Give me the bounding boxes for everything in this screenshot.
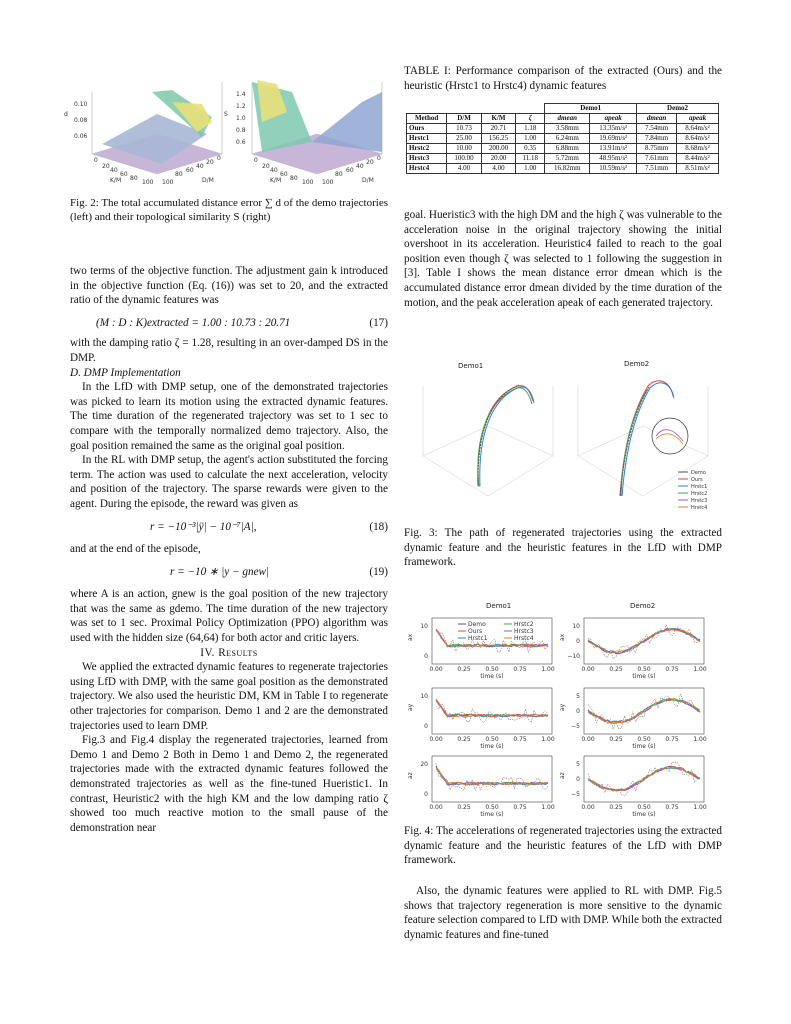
table-cell: 3.58mm [545,124,590,134]
legend-label: Hrstc3 [514,628,534,635]
fig2-right-ztick: 1.0 [236,115,246,122]
fig2-left-xtick: 60 [120,171,128,178]
fig4-xtick: 0.00 [429,666,443,673]
paragraph: Fig.3 and Fig.4 display the regenerated trajectories, learned from Demo 1 and Demo 2 Both in Demo 1 and Demo 2, the regenerated trajectories made with the extracted dynamic features followed the demonstrated trajectories as well as the fine-tuned Hueristic1. In contrast, Heuristic2 with the high KM and the low damping ratio ζ showed too much reactive motion to the small pause of the demonstration near [70,734,388,834]
fig4-xtick: 1.00 [541,804,555,811]
fig3-title-demo1: Demo1 [458,362,484,370]
legend-label: Demo [691,470,706,476]
fig4-xtick: 0.50 [485,736,499,743]
fig4-xlabel: time (s) [480,811,504,818]
fig3-demo1-paths [478,385,534,487]
table-header-cell: K/M [481,114,515,124]
fig2-left-ytick: 100 [162,179,174,186]
equation-number: (17) [369,316,388,329]
legend-label: Hrstc3 [691,498,708,504]
fig4-xtick: 0.25 [609,736,623,743]
table-row [407,154,719,164]
fig2-left-plot [64,82,222,186]
fig2-right-xtick: 60 [280,171,288,178]
fig4-ytick: 5 [576,693,580,700]
table-cell: 8.64m/s² [677,124,719,134]
performance-table [406,103,719,174]
fig4-xtick: 0.75 [513,736,527,743]
table-row [407,144,719,154]
fig4-xtick: 0.75 [665,666,679,673]
fig2-svg [62,62,392,190]
table-cell: 0.35 [516,144,545,154]
fig3-svg [408,356,722,522]
left-column [70,196,388,835]
table-header-row [407,114,719,124]
table-cell: 20.00 [481,154,515,164]
fig3-plots [408,356,722,522]
legend-label: Hrstc1 [468,635,488,642]
fig4-xtick: 1.00 [541,736,555,743]
table-header-cell: dmean [545,114,590,124]
table-cell: 6.24mm [545,134,590,144]
table-cell: 7.51mm [637,164,677,174]
fig4-xtick: 0.00 [581,804,595,811]
fig2-right-ytick: 20 [366,159,374,166]
table-cell: Hrstc1 [407,134,447,144]
equation-17 [70,316,388,331]
fig4-xtick: 0.50 [637,736,651,743]
fig2-caption: Fig. 2: The total accumulated distance error ∑ d of the demo trajectories (left) and their topological similarity S (right) [70,197,388,223]
table-cell: 5.72mm [545,154,590,164]
fig4-ytick: 20 [420,761,428,768]
fig2-left-xlabel: K/M [110,177,122,184]
paragraph: and at the end of the episode, [70,543,201,556]
table-cell: 19.69m/s² [590,134,637,144]
fig2-left-xtick: 40 [110,167,118,174]
fig2-left-origin: 0 [94,157,98,164]
fig2-right-origin: 0 [254,157,258,164]
fig4-xtick: 1.00 [693,666,707,673]
fig4-ytick: 5 [576,761,580,768]
fig4-xtick: 1.00 [541,666,555,673]
legend-label: Ours [468,628,483,635]
fig4-xlabel: time (s) [480,743,504,750]
legend-label: Demo [468,621,486,628]
equation-body: r = −10 ∗ |y − gnew| [170,565,270,578]
table-cell: 8.51m/s² [677,164,719,174]
paragraph: with the damping ratio ζ = 1.28, resulting in an over-damped DS in the DMP. [70,337,388,364]
fig2-right-xtick: 80 [290,175,298,182]
equation-18 [70,520,388,535]
fig4-xtick: 0.25 [457,666,471,673]
fig4-xtick: 0.75 [665,736,679,743]
fig4-xtick: 1.00 [693,736,707,743]
table-cell: 100.00 [447,154,481,164]
fig4-caption: Fig. 4: The accelerations of regenerated trajectories using the extracted dynamic feature and the heuristic features of the LfD with DMP framework. [404,825,722,867]
table-cell: Ours [407,124,447,134]
right-column-end [404,884,722,942]
table-cell: Hrstc2 [407,144,447,154]
fig4-xlabel: time (s) [480,673,504,680]
fig4-xtick: 0.25 [457,804,471,811]
group-demo2: Demo2 [637,104,719,114]
fig2-left-ztick: 0.08 [74,117,88,124]
fig4-xlabel: time (s) [632,743,656,750]
legend-label: Hrstc4 [514,635,534,642]
table-cell: 10.00 [447,144,481,154]
table-row [407,124,719,134]
fig2-right-ytick: 80 [335,171,343,178]
fig2-right-ylabel: D/M [362,177,374,184]
table-cell: 16.82mm [545,164,590,174]
table-cell: 156.25 [481,134,515,144]
fig4-xtick: 0.50 [485,666,499,673]
fig4-xtick: 0.00 [429,804,443,811]
table-cell: 13.91m/s² [590,144,637,154]
table-caption: TABLE I: Performance comparison of the extracted (Ours) and the heuristic (Hrstc1 to Hrstc4) dynamic features [404,65,722,92]
equation-body: r = −10⁻³|ÿ| − 10⁻⁷|A|, [150,520,257,533]
fig2-plots [62,62,392,190]
section-heading: IV. Results [200,646,258,659]
table-cell: 7.84mm [637,134,677,144]
table-cell: 1.00 [516,134,545,144]
paragraph: goal. Hueristic3 with the high DM and the high ζ was vulnerable to the acceleration noise in the original trajectory showing the initial overshoot in its acceleration. Heuristic4 failed to reach to the goal position even though ζ was selected to 1 following the suggestion in [3]. Table I shows the mean distance error dmean which is the accumulated distance error dmean divided by the time duration of the motion, and the peak acceleration apeak of each generated trajectory. [404,209,722,309]
fig4-ylabel: az [559,772,566,779]
fig2-right-ztick: 1.2 [236,103,246,110]
paragraph: Also, the dynamic features were applied to RL with DMP. Fig.5 shows that trajectory regeneration is more sensitive to the dynamic feature selection compared to LfD with DMP. While both the extracted dynamic features and fine-tuned [404,885,722,941]
fig2-left-ytick: 60 [186,167,194,174]
fig4-xlabel: time (s) [632,673,656,680]
table-cell: 6.88mm [545,144,590,154]
fig4-ylabel: ax [559,633,566,641]
fig4-plots [408,598,722,822]
table-cell: 8.68m/s² [677,144,719,154]
fig4-ytick: 10 [572,623,580,630]
fig2-right-xtick: 20 [262,163,270,170]
table-cell: 200.00 [481,144,515,154]
fig2-left-ytick: 0 [217,155,221,162]
table-cell: 8.75mm [637,144,677,154]
right-column [404,208,722,310]
fig3-legend [678,470,707,511]
fig4-xtick: 0.50 [485,804,499,811]
table-cell: Hrstc4 [407,164,447,174]
fig4-xtick: 0.25 [457,736,471,743]
fig4-xtick: 0.25 [609,666,623,673]
fig2-left-xtick: 20 [102,163,110,170]
fig2-left-ytick: 80 [175,171,183,178]
fig4-xtick: 0.75 [665,804,679,811]
legend-label: Hrstc2 [514,621,534,628]
table-cell: 8.44m/s² [677,154,719,164]
fig2-right-ytick: 100 [322,179,334,186]
fig4-xtick: 0.50 [637,804,651,811]
table-row [407,134,719,144]
legend-label: Hrstc2 [691,491,708,497]
table-cell: 25.00 [447,134,481,144]
fig4-svg [408,598,722,822]
fig2-left-ztick: 0.10 [74,101,88,108]
table-cell: 13.35m/s² [590,124,637,134]
fig4-panel [432,688,552,734]
fig4-xtick: 0.50 [637,666,651,673]
fig2-left-ztick: 0.06 [74,133,88,140]
table-cell: 48.95m/s² [590,154,637,164]
fig4-xtick: 0.25 [609,804,623,811]
table-cell: 7.61mm [637,154,677,164]
table-cell: 7.54mm [637,124,677,134]
paragraph: where A is an action, gnew is the goal position of the new trajectory that was the same as gdemo. The time duration of the new trajectory was set to 1 sec. Proximal Policy Optimization (PPO) algorithm was used with the hidden size (64,64) for both actor and critic layers. [70,588,388,645]
fig4-xlabel: time (s) [632,811,656,818]
paragraph: We applied the extracted dynamic features to regenerate trajectories using LfD with DMP, with the same goal position as the demonstrated trajectory. We also used the heuristic DM, KM in Table I to regenerate other trajectories for comparison. Demo 1 and 2 are the demonstrated trajectories used to learn DMP. [70,661,388,732]
equation-number: (19) [369,565,388,578]
fig4-ytick: −5 [571,791,580,798]
table-cell: 1.00 [516,164,545,174]
table-row [407,164,719,174]
section-heading: D. DMP Implementation [70,366,181,379]
table-header-cell: apeak [677,114,719,124]
fig4-ylabel: az [407,772,414,779]
paragraph: In the LfD with DMP setup, one of the demonstrated trajectories was picked to learn its motion using the extracted dynamic features. The time duration of the regenerated trajectory was set to 1 sec to compare with the temporally normalized demo trajectory. Also, the goal position remained the same as the original goal position. [70,381,388,452]
fig4-ytick: 0 [576,776,580,783]
table-cell: 4.00 [447,164,481,174]
table-header-cell: apeak [590,114,637,124]
fig2-left-xtick: 80 [130,175,138,182]
fig4-ylabel: ay [407,703,414,711]
table-cell: 20.71 [481,124,515,134]
paragraph: In the RL with DMP setup, the agent's action substituted the forcing term. The action was used to calculate the next acceleration, velocity and position of the trajectory. The sparse rewards were given to the agent. During the episode, the reward was given as [70,454,388,510]
fig2-right-ztick: 1.4 [236,91,246,98]
table-cell: 10.73 [447,124,481,134]
fig3-zoom-inset [652,418,688,454]
group-demo1: Demo1 [545,104,637,114]
table-cell: 11.18 [516,154,545,164]
fig4-ytick: 0 [576,708,580,715]
fig4-ytick: 0 [424,791,428,798]
fig2-left-ytick: 20 [206,159,214,166]
fig2-right-xtick: 40 [270,167,278,174]
fig4-xtick: 0.00 [429,736,443,743]
fig2-right-ytick: 40 [356,163,364,170]
table-header-cell: Method [407,114,447,124]
fig4-xtick: 1.00 [693,804,707,811]
fig4-xtick: 0.00 [581,666,595,673]
fig4-ytick: −5 [571,723,580,730]
fig2-left-ytick: 40 [196,163,204,170]
fig4-ytick: 0 [576,638,580,645]
fig2-left-xtick: 100 [142,179,154,186]
table-header-cell: dmean [637,114,677,124]
table-cell: 1.18 [516,124,545,134]
table-cell: Hrstc3 [407,154,447,164]
fig2-right-ztick: 0.6 [236,139,246,146]
fig2-right-ytick: 60 [346,167,354,174]
table-cell: 4.00 [481,164,515,174]
fig4-xtick: 0.75 [513,666,527,673]
legend-label: Ours [691,477,703,483]
fig4-title-demo2: Demo2 [630,602,656,610]
table-header-cell: ζ [516,114,545,124]
paragraph: two terms of the objective function. The adjustment gain k introduced in the objective function (Eq. (16)) was set to 20, and the extracted ratio of the dynamic features was [70,265,388,307]
fig2-right-xlabel: K/M [270,177,282,184]
fig3-caption: Fig. 3: The path of regenerated trajectories using the extracted dynamic feature and the heuristic features in the LfD with DMP framework. [404,527,722,569]
table-cell: 8.64m/s² [677,134,719,144]
fig3-title-demo2: Demo2 [624,360,650,368]
fig2-left-zlabel: d [64,111,68,118]
fig4-ylabel: ax [407,633,414,641]
fig2-right-xtick: 100 [302,179,314,186]
fig4-xtick: 0.00 [581,736,595,743]
legend-label: Hrstc4 [691,505,708,511]
table-body [407,124,719,174]
legend-label: Hrstc1 [691,484,708,490]
table-header-cell: D/M [447,114,481,124]
fig4-title-demo1: Demo1 [486,602,512,610]
fig4-panel [432,756,552,802]
fig4-ytick: 10 [420,623,428,630]
fig4-ytick: 10 [420,693,428,700]
fig2-left-ylabel: D/M [202,177,214,184]
fig2-right-plot [224,80,382,186]
fig2-right-zlabel: S [224,111,228,118]
fig4-xtick: 0.75 [513,804,527,811]
fig2-right-ytick: 0 [377,155,381,162]
equation-19 [70,565,388,580]
table-group-header [407,104,719,114]
fig4-ylabel: ay [559,703,566,711]
equation-number: (18) [369,520,388,533]
table-cell: 10.59m/s² [590,164,637,174]
fig2-right-ztick: 0.8 [236,127,246,134]
equation-body: (M : D : K)extracted = 1.00 : 10.73 : 20.71 [96,316,291,329]
fig4-ytick: 0 [424,723,428,730]
fig4-ytick: 0 [424,653,428,660]
fig4-ytick: −10 [567,653,580,660]
